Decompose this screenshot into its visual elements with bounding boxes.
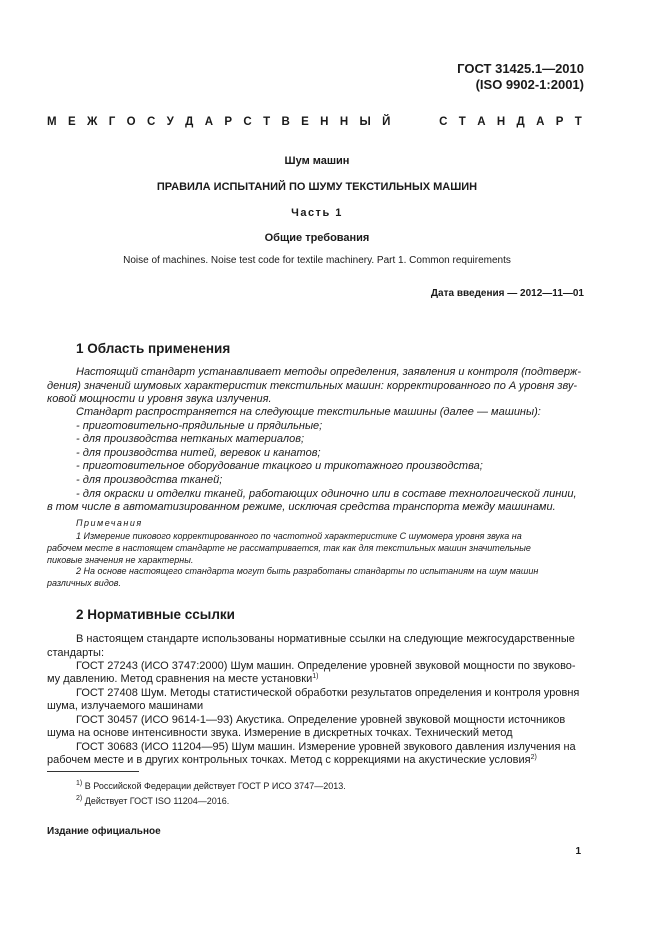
list-item: - приготовительное оборудование ткацкого и трикотажного производства; xyxy=(76,460,483,472)
s2-paragraph-line: стандарты: xyxy=(47,647,105,659)
banner-letter: Н xyxy=(496,116,506,128)
s2-paragraph-line: В настоящем стандарте использованы нормативные ссылки на следующие межгосударственные xyxy=(76,633,575,645)
banner-letter: О xyxy=(126,116,136,128)
part-label: Часть 1 xyxy=(291,207,343,219)
s1-paragraph-line: Стандарт распространяется на следующие текстильные машины (далее — машины): xyxy=(76,406,541,418)
subtitle: Общие требования xyxy=(264,232,370,244)
section-2-heading: 2 Нормативные ссылки xyxy=(76,607,235,622)
list-item: - для окраски и отделки тканей, работающих одиночно или в составе технологической линии, xyxy=(76,488,577,500)
footnote-ref: 1) xyxy=(312,673,319,680)
banner-letter: Ж xyxy=(86,116,98,128)
banner-letter: Т xyxy=(458,116,466,128)
list-item: - для производства тканей; xyxy=(76,474,223,486)
banner-letter: Д xyxy=(516,116,525,128)
banner-letter: Т xyxy=(574,116,582,128)
list-item-continuation: в том числе в автоматизированном режиме, исключая средства транспорта между машинами. xyxy=(47,501,556,513)
intro-date: Дата введения — 2012—11—01 xyxy=(430,288,584,299)
iso-code: (ISO 9902-1:2001) xyxy=(475,77,584,92)
edition-label: Издание официальное xyxy=(47,826,161,837)
note-line: 2 На основе настоящего стандарта могут быть разработаны стандарты по испытаниям на шум машин xyxy=(76,566,539,576)
s1-paragraph-line: дения) значений шумовых характеристик текстильных машин: корректированного по A уровня зву- xyxy=(47,380,577,392)
banner-letter: А xyxy=(477,116,486,128)
banner-letter: Т xyxy=(263,116,271,128)
footnote-text: В Российской Федерации действует ГОСТ Р ИСО 3747—2013. xyxy=(84,781,346,791)
footnote-ref: 2) xyxy=(530,754,537,761)
footnote-mark: 1) xyxy=(76,780,83,787)
banner-letter: Г xyxy=(108,116,116,128)
note-line: 1 Измерение пикового корректированного по частотной характеристике C шумомера уровня звука на xyxy=(76,531,522,541)
banner-letter: Н xyxy=(320,116,329,128)
list-item: - для производства нетканых материалов; xyxy=(76,433,305,445)
banner-letter: А xyxy=(536,116,545,128)
reference-line: шума на основе интенсивности звука. Измерение в дискретных точках. Технический метод xyxy=(47,727,513,739)
banner-letter: С xyxy=(439,116,448,128)
banner-letter: У xyxy=(166,116,174,128)
banner-gap xyxy=(402,116,428,128)
english-title: Noise of machines. Noise test code for textile machinery. Part 1. Common requirements xyxy=(123,255,511,266)
note-line: пиковые значения не характерны. xyxy=(47,555,194,565)
note-line: различных видов. xyxy=(47,578,121,588)
topic-title: Шум машин xyxy=(284,155,350,167)
footnote-mark: 2) xyxy=(76,795,83,802)
section-1-heading: 1 Область применения xyxy=(76,341,231,356)
list-item: - для производства нитей, веревок и канатов; xyxy=(76,447,321,459)
reference-text: рабочем месте и в других контрольных точках. Метод с коррекциями на акустические условия xyxy=(47,754,531,766)
reference-line: ГОСТ 27243 (ИСО 3747:2000) Шум машин. Определение уровней звуковой мощности по звуково- xyxy=(76,660,576,672)
reference-line: шума, излучаемого машинами xyxy=(47,700,204,712)
banner-letter: Ы xyxy=(359,116,371,128)
standard-banner xyxy=(47,116,582,128)
s1-paragraph-line: ковой мощности и уровня звука излучения. xyxy=(47,393,272,405)
document-title: ПРАВИЛА ИСПЫТАНИЙ ПО ШУМУ ТЕКСТИЛЬНЫХ МАШИН xyxy=(156,181,478,193)
footnote-divider xyxy=(47,771,139,772)
banner-letter: Е xyxy=(67,116,76,128)
reference-text: му давлению. Метод сравнения на месте установки xyxy=(47,673,313,685)
note-line: рабочем месте в настоящем стандарте не рассматривается, так как для текстильных машин значительные xyxy=(47,543,531,553)
banner-letter: Р xyxy=(555,116,564,128)
s1-paragraph-line: Настоящий стандарт устанавливает методы определения, заявления и контроля (подтверж- xyxy=(76,366,582,378)
banner-letter: В xyxy=(281,116,290,128)
footnote-text: Действует ГОСТ ISO 11204—2016. xyxy=(84,796,230,806)
banner-letter: С xyxy=(146,116,156,128)
notes-label: Примечания xyxy=(76,518,143,528)
reference-line xyxy=(47,672,583,686)
banner-letter: Д xyxy=(185,116,194,128)
banner-letter: Р xyxy=(224,116,233,128)
reference-line: ГОСТ 27408 Шум. Методы статистической обработки результатов определения и контроля уровня xyxy=(76,687,580,699)
list-item: - приготовительно-прядильные и прядильные; xyxy=(76,420,323,432)
reference-line xyxy=(47,753,583,767)
document-code: ГОСТ 31425.1—2010 xyxy=(457,61,584,76)
banner-letter: Е xyxy=(301,116,309,128)
footnote xyxy=(76,781,346,793)
reference-line: ГОСТ 30457 (ИСО 9614-1—93) Акустика. Определение уровней звуковой мощности источников xyxy=(76,714,566,726)
banner-letter: С xyxy=(243,116,252,128)
banner-letter: Й xyxy=(382,116,391,128)
banner-letter: Н xyxy=(339,116,349,128)
banner-letter: М xyxy=(47,116,57,128)
banner-letter: А xyxy=(204,116,214,128)
footnote xyxy=(76,796,229,808)
reference-line: ГОСТ 30683 (ИСО 11204—95) Шум машин. Измерение уровней звукового давления излучения на xyxy=(76,741,576,753)
page-number: 1 xyxy=(575,846,581,857)
